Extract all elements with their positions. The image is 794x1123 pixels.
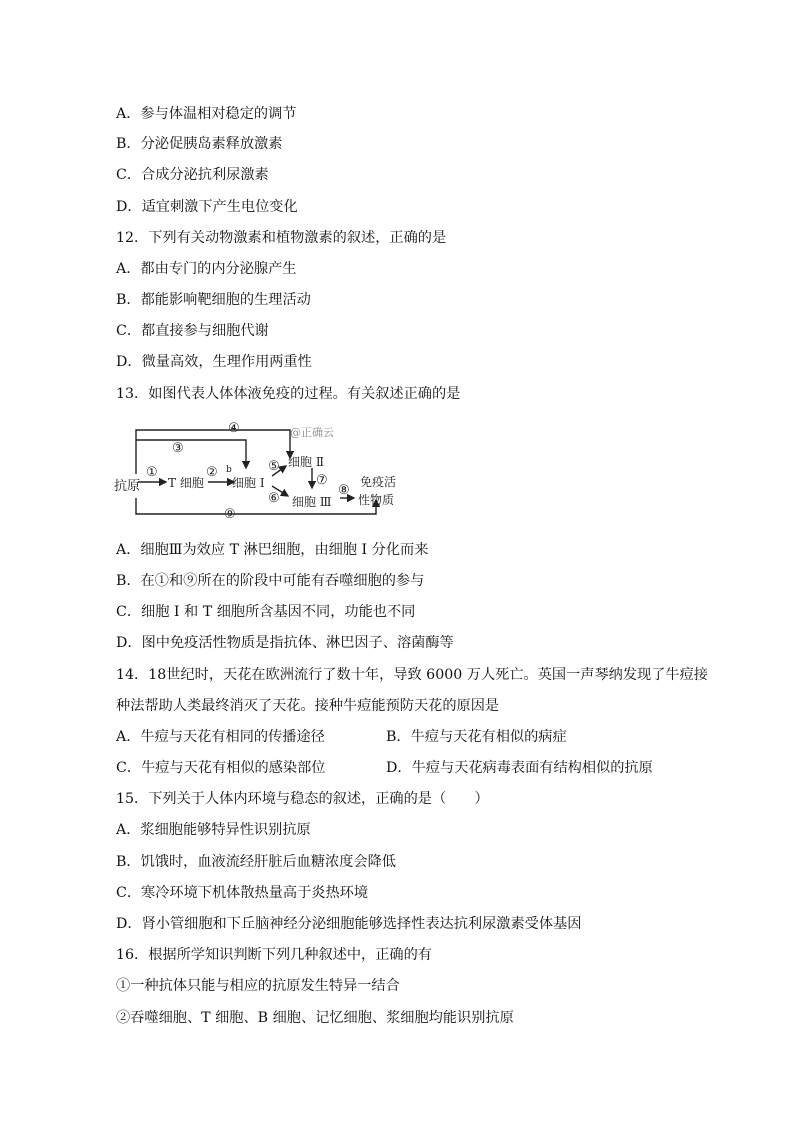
q12-stem: 12．下列有关动物激素和植物激素的叙述，正确的是 (116, 230, 447, 246)
diagram-active-substance-2: 性物质 (358, 493, 395, 507)
q14-stem-line-1: 14．18世纪时，天花在欧洲流行了数十年，导致 6000 万人死亡。英国一声琴纳发现了牛痘接 (116, 667, 708, 683)
diagram-active-substance-1: 免疫活 (360, 475, 397, 489)
q16-statement-1: ①一种抗体只能与相应的抗原发生特异一结合 (116, 978, 400, 994)
q12-option-c: C．都直接参与细胞代谢 (116, 323, 269, 339)
q14-option-b: B．牛痘与天花有相似的病症 (386, 729, 567, 745)
q13-option-d: D．图中免疫活性物质是指抗体、淋巴因子、溶菌酶等 (116, 635, 454, 651)
diagram-num-4: ④ (228, 421, 240, 436)
diagram-antigen: 抗原 (114, 479, 141, 494)
diagram-num-8: ⑧ (338, 483, 350, 498)
diagram-cell-1: 细胞 Ⅰ (232, 476, 265, 490)
q14-stem-line-2: 种法帮助人类最终消灭了天花。接种牛痘能预防天花的原因是 (116, 698, 500, 714)
immune-process-diagram (114, 414, 434, 522)
q13-option-a: A．细胞Ⅲ为效应 T 淋巴细胞，由细胞 I 分化而来 (116, 542, 429, 558)
q12-option-d: D．微量高效，生理作用两重性 (116, 354, 312, 370)
q11-option-a: A．参与体温相对稳定的调节 (116, 106, 297, 122)
diagram-num-9: ⑨ (224, 507, 236, 522)
q14-option-d: D．牛痘与天花病毒表面有结构相似的抗原 (386, 760, 653, 776)
diagram-b-mark: b (226, 465, 232, 475)
q11-option-d: D．适宜刺激下产生电位变化 (116, 199, 298, 215)
q15-option-c: C．寒冷环境下机体散热量高于炎热环境 (116, 885, 369, 901)
q12-option-a: A．都由专门的内分泌腺产生 (116, 261, 297, 277)
q13-option-c: C．细胞 I 和 T 细胞所含基因不同，功能也不同 (116, 604, 416, 620)
q13-option-b: B．在①和⑨所在的阶段中可能有吞噬细胞的参与 (116, 573, 425, 589)
diagram-num-6: ⑥ (268, 491, 280, 506)
q16-statement-2: ②吞噬细胞、T 细胞、B 细胞、记忆细胞、浆细胞均能识别抗原 (116, 1010, 514, 1026)
q11-option-b: B．分泌促胰岛素释放激素 (116, 136, 283, 152)
q13-stem: 13．如图代表人体体液免疫的过程。有关叙述正确的是 (116, 386, 461, 402)
diagram-cell-2: 细胞 Ⅱ (288, 455, 324, 469)
q16-stem: 16．根据所学知识判断下列几种叙述中，正确的有 (116, 947, 432, 963)
q15-option-d: D．肾小管细胞和下丘脑神经分泌细胞能够选择性表达抗利尿激素受体基因 (116, 916, 582, 932)
q15-option-b: B．饥饿时，血液流经肝脏后血糖浓度会降低 (116, 854, 396, 870)
q12-option-b: B．都能影响靶细胞的生理活动 (116, 292, 311, 308)
q15-option-a: A．浆细胞能够特异性识别抗原 (116, 822, 311, 838)
diagram-num-3: ③ (172, 441, 184, 456)
diagram-num-5: ⑤ (268, 459, 280, 474)
diagram-watermark: @正确云 (290, 426, 334, 439)
q14-option-c: C．牛痘与天花有相似的感染部位 (116, 760, 326, 776)
diagram-num-1: ① (146, 465, 158, 480)
diagram-t-cell: T 细胞 (168, 476, 204, 490)
diagram-cell-3: 细胞 Ⅲ (292, 495, 332, 509)
diagram-num-2: ② (206, 465, 218, 480)
diagram-num-7: ⑦ (316, 473, 328, 488)
q15-stem: 15．下列关于人体内环境与稳态的叙述，正确的是（ ） (116, 791, 489, 807)
q11-option-c: C．合成分泌抗利尿激素 (116, 167, 269, 183)
q14-option-a: A．牛痘与天花有相同的传播途径 (116, 729, 325, 745)
